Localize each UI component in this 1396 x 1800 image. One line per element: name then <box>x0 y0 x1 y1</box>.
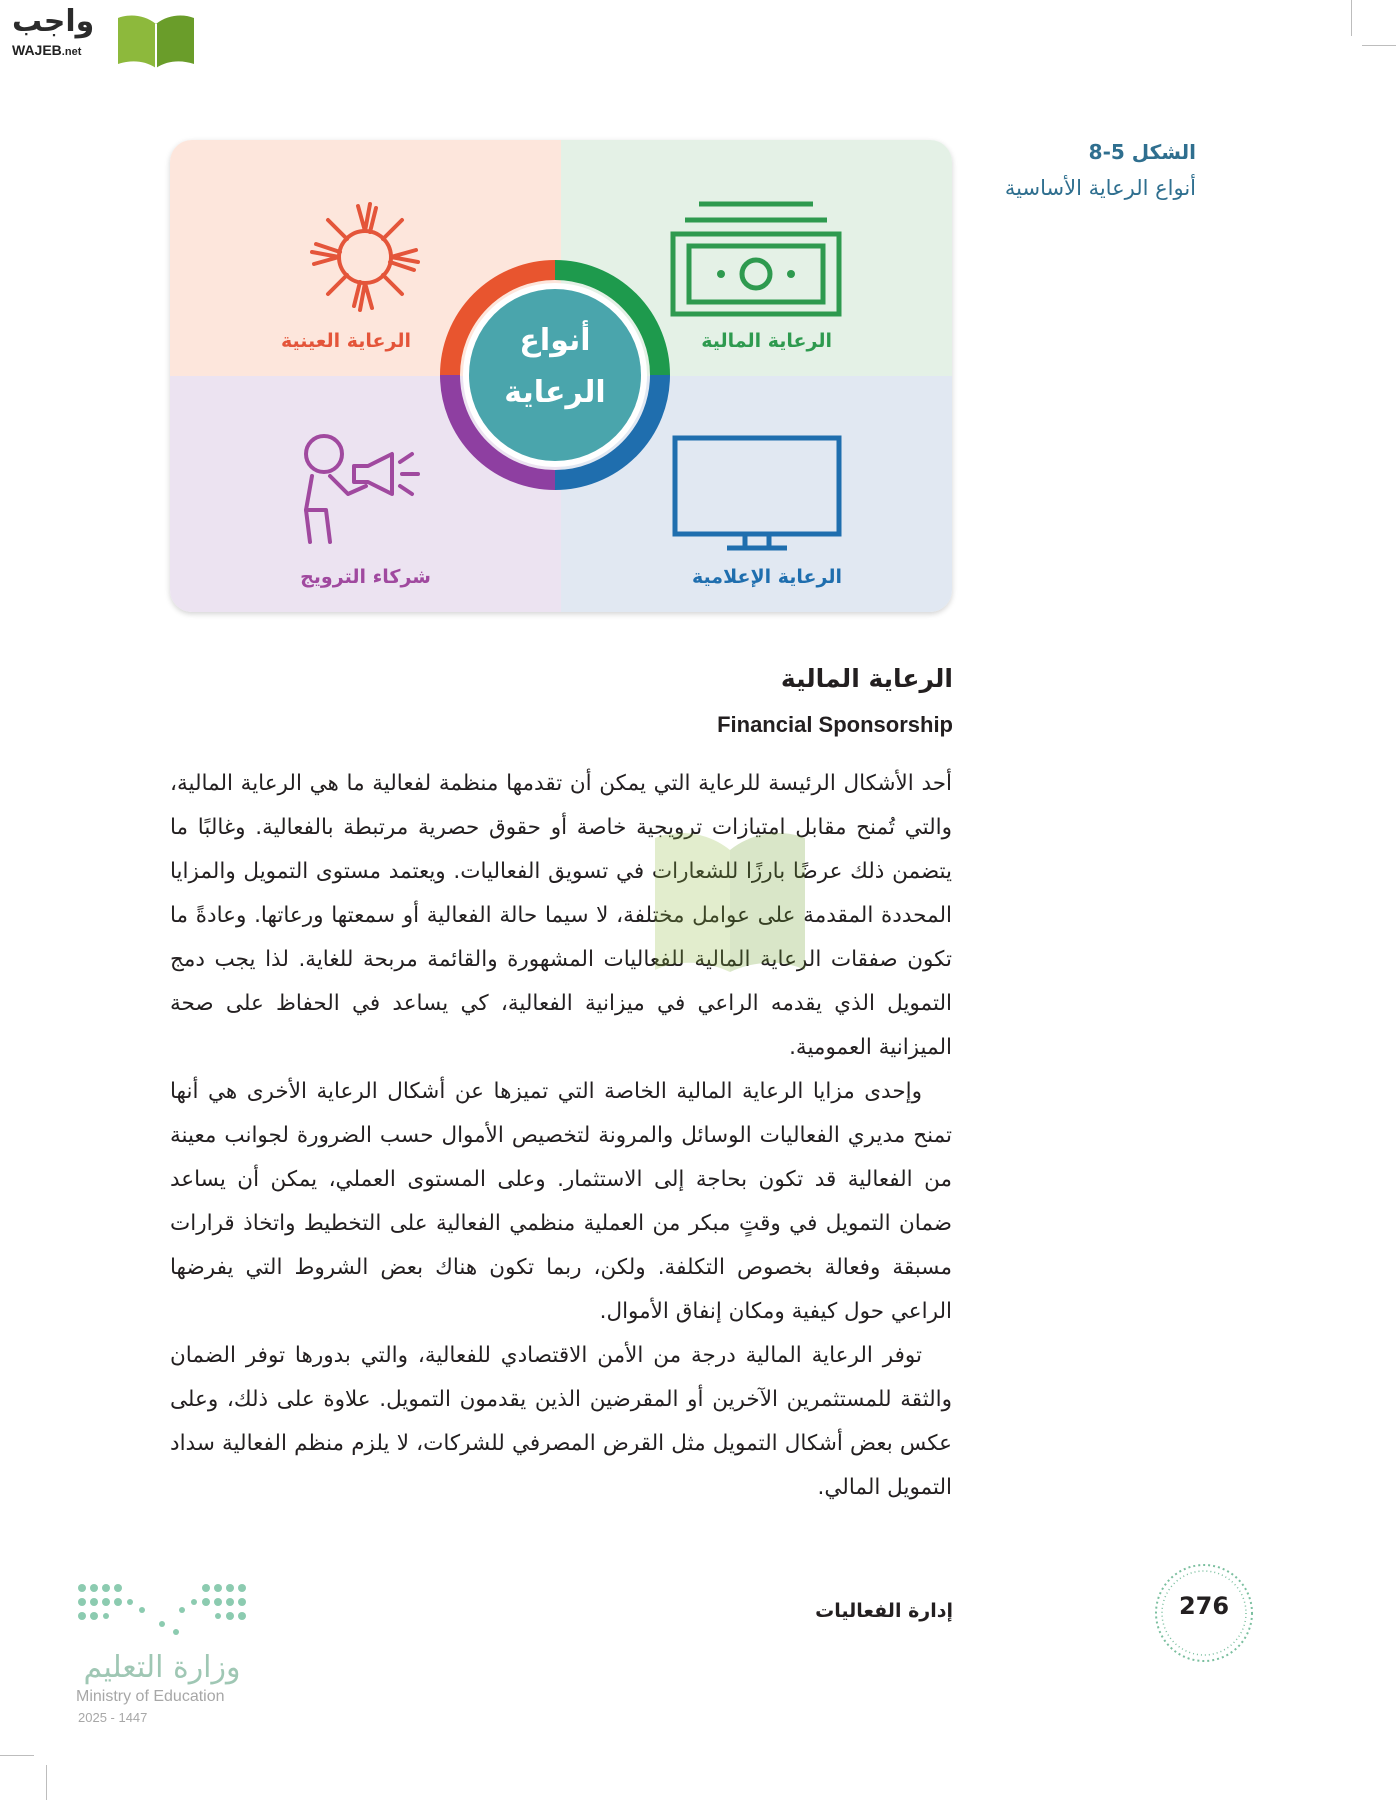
paragraph: توفر الرعاية المالية درجة من الأمن الاقتصادي للفعالية، والتي بدورها توفر الضمان والثقة للمستثمرين الآخرين أو المقرضين الذين يقدمون التمويل. علاوة على ذلك، وعلى عكس بعض أشكال التمويل مثل القرض المصرفي للشركات، لا يلزم منظم الفعالية سداد التمويل المالي. <box>170 1343 952 1500</box>
center-label <box>460 315 650 419</box>
label-media: الرعاية الإعلامية <box>692 566 842 588</box>
label-promotion: شركاء الترويج <box>300 566 431 588</box>
crop-mark <box>1351 0 1352 36</box>
center-label-line2: الرعاية <box>504 375 606 410</box>
section-title-english: Financial Sponsorship <box>717 712 953 737</box>
television-icon <box>671 434 843 554</box>
crop-mark <box>46 1765 47 1800</box>
paragraph: وإحدى مزايا الرعاية المالية الخاصة التي تميزها عن أشكال الرعاية الأخرى هي أنها تمنح مديري الفعاليات الوسائل والمرونة لتخصيص الأموال حسب الضرورة لجوانب معينة من الفعالية قد تكون بحاجة إلى الاستثمار. وعلى المستوى العملي، يمكن أن يساعد ضمان التمويل في وقتٍ مبكر من العملية منظمي الفعالية على التخطيط واتخاذ قرارات مسبقة وفعالة بخصوص التكلفة. ولكن، ربما تكون هناك بعض الشروط التي يفرضها الراعي حول كيفية ومكان إنفاق الأموال. <box>170 1079 952 1324</box>
section-body <box>170 762 952 1510</box>
crop-mark <box>0 1755 34 1756</box>
site-logo[interactable] <box>8 4 198 70</box>
paragraph: أحد الأشكال الرئيسة للرعاية التي يمكن أن تقدمها منظمة لفعالية ما هي الرعاية المالية، والتي تُمنح مقابل امتيازات ترويجية خاصة أو حقوق حصرية مرتبطة بالفعالية. وغالبًا ما يتضمن ذلك عرضًا بارزًا للشعارات في تسويق الفعاليات. ويعتمد مستوى التمويل والمزايا المحددة المقدمة على عوامل مختلفة، لا سيما حالة الفعالية أو سمعتها ورعاتها. وعادةً ما تكون صفقات الرعاية المالية للفعاليات المشهورة والقائمة مربحة للغاية. لذا يجب دمج التمويل الذي يقدمه الراعي في ميزانية الفعالية، كي يساعد في الحفاظ على صحة الميزانية العمومية. <box>170 771 952 1060</box>
logo-latin-wrap <box>12 42 81 58</box>
logo-latin: WAJEB <box>12 42 62 58</box>
book-icon <box>114 10 198 68</box>
label-financial: الرعاية المالية <box>701 330 832 352</box>
page-number: 276 <box>1178 1592 1230 1620</box>
figure-title: أنواع الرعاية الأساسية <box>1004 176 1196 200</box>
megaphone-icon <box>296 430 432 560</box>
sponsorship-types-diagram <box>170 140 952 612</box>
money-icon <box>669 198 843 318</box>
joined-hands-icon <box>300 192 430 322</box>
crop-mark <box>1362 45 1396 46</box>
ministry-year: 2025 - 1447 <box>78 1710 148 1725</box>
ministry-name-english: Ministry of Education <box>76 1688 225 1705</box>
logo-arabic: واجب <box>12 4 95 39</box>
logo-suffix: .net <box>61 46 82 58</box>
center-label-line1: أنواع <box>519 323 591 358</box>
section-title-arabic: الرعاية المالية <box>780 664 953 693</box>
ministry-name-arabic: وزارة التعليم <box>83 1650 241 1685</box>
figure-number: الشكل 5-8 <box>1088 140 1196 164</box>
ministry-logo-icon <box>76 1580 248 1640</box>
label-in-kind: الرعاية العينية <box>280 330 411 352</box>
book-title: إدارة الفعاليات <box>815 1600 953 1622</box>
